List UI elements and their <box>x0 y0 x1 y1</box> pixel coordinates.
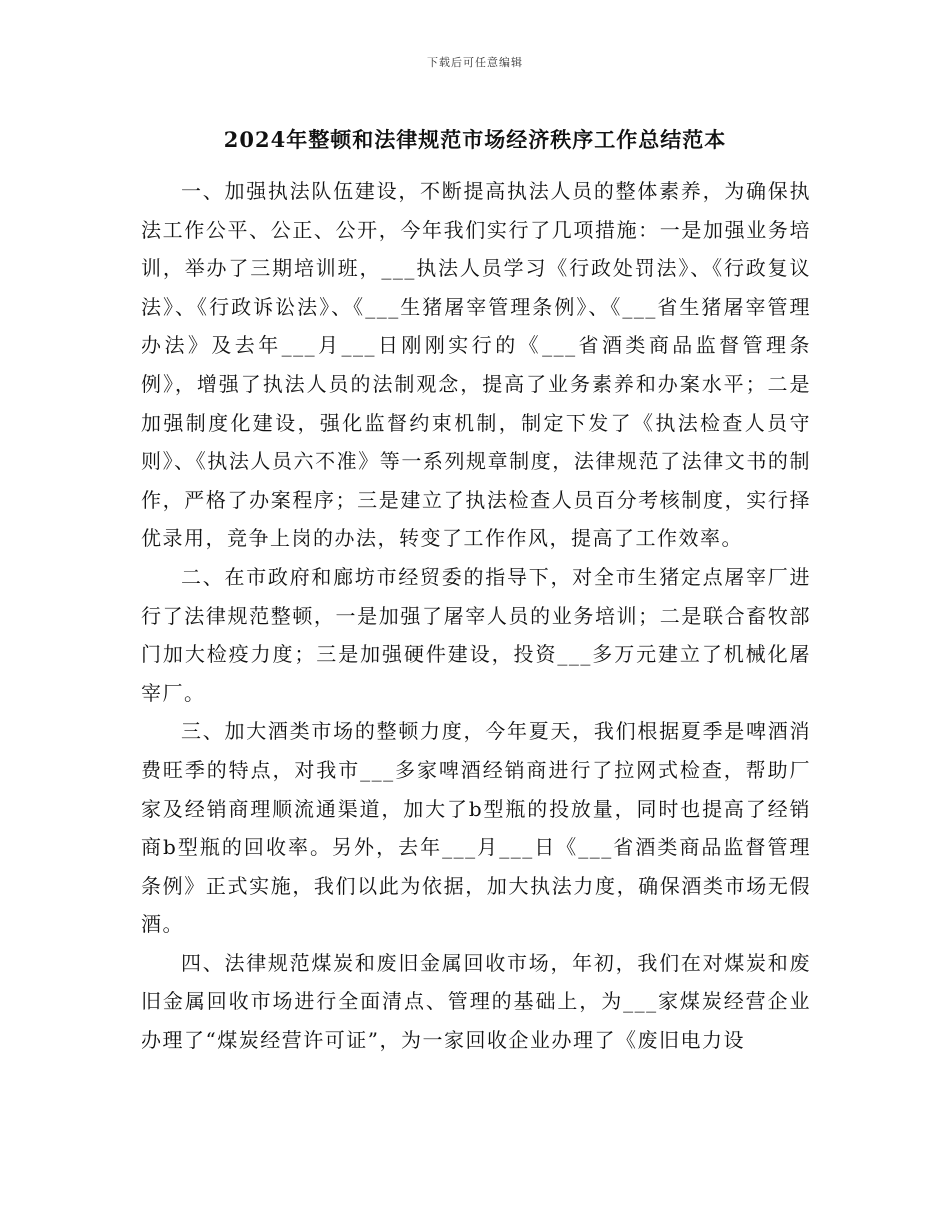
paragraph-2: 二、在市政府和廊坊市经贸委的指导下，对全市生猪定点屠宰厂进行了法律规范整顿，一是加强了屠宰人员的业务培训；二是联合畜牧部门加大检疫力度；三是加强硬件建设，投资___多万元建立了机械化屠宰厂。 <box>141 564 811 705</box>
paragraph-3: 三、加大酒类市场的整顿力度，今年夏天，我们根据夏季是啤酒消费旺季的特点，对我市___多家啤酒经销商进行了拉网式检查，帮助厂家及经销商理顺流通渠道，加大了b型瓶的投放量，同时也提高了经销商b型瓶的回收率。另外，去年___月___日《___省酒类商品监督管理条例》正式实施，我们以此为依据，加大执法力度，确保酒类市场无假酒。 <box>141 719 811 937</box>
document-body <box>141 172 811 1060</box>
paragraph-4: 四、法律规范煤炭和废旧金属回收市场，年初，我们在对煤炭和废旧金属回收市场进行全面清点、管理的基础上，为___家煤炭经营企业办理了“煤炭经营许可证”，为一家回收企业办理了《废旧电力设 <box>141 950 811 1053</box>
document-title: 2024年整顿和法律规范市场经济秩序工作总结范本 <box>223 127 727 152</box>
header-note: 下载后可任意编辑 <box>427 56 523 69</box>
paragraph-1: 一、加强执法队伍建设，不断提高执法人员的整体素养，为确保执法工作公平、公正、公开，今年我们实行了几项措施：一是加强业务培训，举办了三期培训班，___执法人员学习《行政处罚法》、《行政复议法》、《行政诉讼法》、《___生猪屠宰管理条例》、《___省生猪屠宰管理办法》及去年___月___日刚刚实行的《___省酒类商品监督管理条例》，增强了执法人员的法制观念，提高了业务素养和办案水平；二是加强制度化建设，强化监督约束机制，制定下发了《执法检查人员守则》、《执法人员六不准》等一系列规章制度，法律规范了法律文书的制作，严格了办案程序；三是建立了执法检查人员百分考核制度，实行择优录用，竞争上岗的办法，转变了工作作风，提高了工作效率。 <box>141 179 811 551</box>
